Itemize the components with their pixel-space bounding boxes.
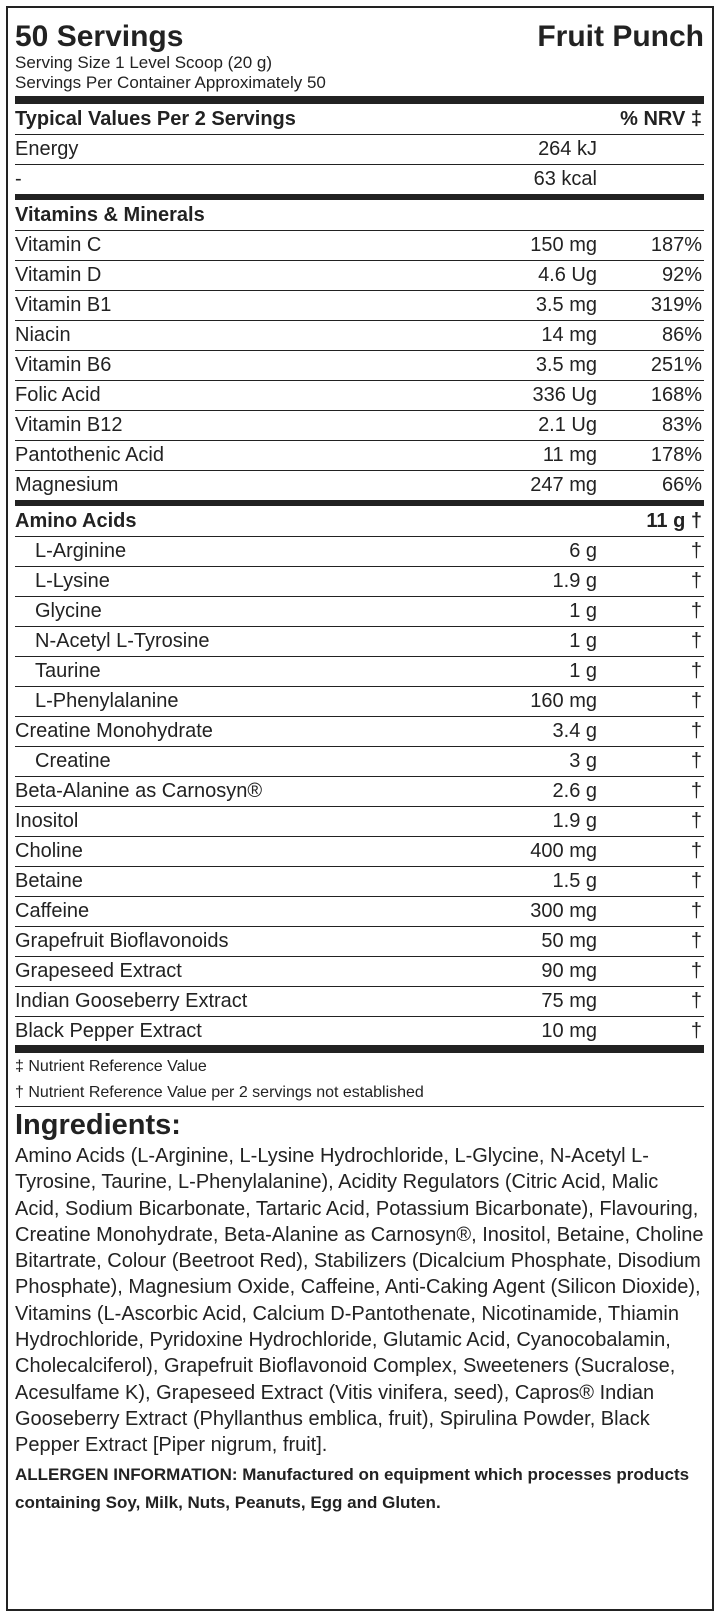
servings-count: 50 Servings (15, 20, 184, 53)
nutrient-nrv: † (690, 600, 702, 622)
other-rows (15, 537, 704, 1046)
vitamin-row (15, 351, 704, 381)
vitamin-rows (15, 231, 704, 500)
nutrient-nrv: 83% (661, 414, 702, 436)
energy-row (15, 135, 704, 165)
nutrient-name: L-Lysine (35, 570, 110, 592)
nutrient-nrv: † (690, 840, 702, 862)
nutrient-name: Magnesium (15, 474, 119, 496)
nutrient-amount: 1 g (569, 600, 597, 622)
nutrient-nrv: † (690, 870, 702, 892)
amino-row (15, 627, 704, 657)
vitamin-row (15, 291, 704, 321)
nutrient-name: Caffeine (15, 900, 90, 922)
nutrient-name: Vitamin D (15, 264, 102, 286)
amino-row (15, 1017, 704, 1046)
nutrient-amount: 1.9 g (552, 570, 597, 592)
table-head-label: Typical Values Per 2 Servings (15, 108, 296, 130)
serving-size: Serving Size 1 Level Scoop (20 g) (15, 53, 273, 72)
nutrient-name: Betaine (15, 870, 83, 892)
nutrient-nrv: † (690, 570, 702, 592)
nutrient-amount: 2.1 Ug (538, 414, 597, 436)
nutrient-amount: 2.6 g (552, 780, 597, 802)
vitamin-row (15, 261, 704, 291)
nutrient-nrv: 178% (650, 444, 702, 466)
nutrient-nrv: 168% (650, 384, 702, 406)
nutrient-amount: 3.5 mg (535, 294, 597, 316)
footnote-nrv: ‡ Nutrient Reference Value (15, 1058, 207, 1075)
nutrient-name: L-Phenylalanine (35, 690, 179, 712)
nutrient-name: Grapefruit Bioflavonoids (15, 930, 229, 952)
divider-thick (15, 96, 704, 104)
nutrient-nrv: † (690, 540, 702, 562)
vitamin-row (15, 231, 704, 261)
nutrient-amount: 90 mg (541, 960, 597, 982)
amino-row (15, 597, 704, 627)
amino-row (15, 957, 704, 987)
nutrient-amount: 50 mg (541, 930, 597, 952)
nutrient-nrv: 319% (650, 294, 702, 316)
nutrient-amount: 4.6 Ug (538, 264, 597, 286)
nutrient-amount: 160 mg (530, 690, 597, 712)
nutrient-nrv: † (690, 630, 702, 652)
nutrient-amount: 75 mg (541, 990, 597, 1012)
nutrient-nrv: 66% (661, 474, 702, 496)
amino-row (15, 687, 704, 717)
nutrient-name: - (15, 168, 22, 190)
energy-rows (15, 135, 704, 194)
nutrient-nrv: † (690, 780, 702, 802)
nutrient-nrv: † (690, 930, 702, 952)
nutrient-name: N-Acetyl L-Tyrosine (35, 630, 210, 652)
nutrient-name: Vitamin B1 (15, 294, 112, 316)
vitamin-row (15, 381, 704, 411)
nutrient-name: Beta-Alanine as Carnosyn® (15, 780, 263, 802)
nutrient-nrv: † (690, 660, 702, 682)
amino-row (15, 897, 704, 927)
nutrient-name: Choline (15, 840, 83, 862)
nutrient-name: Black Pepper Extract (15, 1020, 202, 1042)
nutrient-amount: 14 mg (541, 324, 597, 346)
nutrient-amount: 1.5 g (552, 870, 597, 892)
nutrient-amount: 300 mg (530, 900, 597, 922)
nutrient-nrv: † (690, 990, 702, 1012)
ingredients-text: Amino Acids (L-Arginine, L-Lysine Hydrochloride, L-Glycine, N-Acetyl L-Tyrosine, Taurine, L-Phenylalanine), Acidity Regulators (Citric Acid, Malic Acid, Sodium Bicarbonate, Tartaric Acid, Potassium Bicarbonate), Flavouring, Creatine Monohydrate, Beta-Alanine as Carnosyn®, Inositol, Betaine, Choline Bitartrate, Colour (Beetroot Red), Stabilizers (Dicalcium Phosphate, Disodium Phosphate), Magnesium Oxide, Caffeine, Anti-Caking Agent (Silicon Dioxide), Vitamins (L-Ascorbic Acid, Calcium D-Pantothenate, Nicotinamide, Thiamin Hydrochloride, Pyridoxine Hydrochloride, Glutamic Acid, Cyanocobalamin, Cholecalciferol), Grapefruit Bioflavonoid Complex, Sweeteners (Sucralose, Acesulfame K), Grapeseed Extract (Vitis vinifera, seed), Capros® Indian Gooseberry Extract (Phyllanthus emblica, fruit), Spirulina Powder, Black Pepper Extract [Piper nigrum, fruit]. (15, 1145, 704, 1457)
label-header (15, 21, 704, 53)
nutrient-nrv: 251% (650, 354, 702, 376)
vitamin-row (15, 411, 704, 441)
nutrient-name: Vitamin C (15, 234, 102, 256)
nutrient-name: Creatine (35, 750, 111, 772)
table-head (15, 104, 704, 135)
nutrient-amount: 63 kcal (533, 168, 597, 190)
nutrient-name: Taurine (35, 660, 101, 682)
nutrient-name: Inositol (15, 810, 79, 832)
ingredients-title: Ingredients: (15, 1109, 181, 1141)
amino-row (15, 747, 704, 777)
amino-head-label: Amino Acids (15, 510, 137, 532)
amino-row (15, 867, 704, 897)
vitamin-row (15, 441, 704, 471)
amino-head (15, 506, 704, 537)
nutrient-name: Folic Acid (15, 384, 101, 406)
nutrient-nrv: † (690, 810, 702, 832)
nutrient-name: Indian Gooseberry Extract (15, 990, 248, 1012)
nutrient-amount: 264 kJ (538, 138, 597, 160)
nutrient-amount: 150 mg (530, 234, 597, 256)
nutrient-amount: 1.9 g (552, 810, 597, 832)
nutrient-nrv: † (690, 750, 702, 772)
amino-row (15, 657, 704, 687)
allergen-information: ALLERGEN INFORMATION: Manufactured on equipment which processes products containing Soy, Milk, Nuts, Peanuts, Egg and Gluten. (15, 1464, 690, 1512)
nutrient-nrv: † (690, 960, 702, 982)
nutrient-name: Creatine Monohydrate (15, 720, 213, 742)
vitamin-row (15, 471, 704, 500)
table-head-nrv: % NRV ‡ (620, 108, 702, 130)
nutrient-name: Grapeseed Extract (15, 960, 182, 982)
nutrient-nrv: 92% (661, 264, 702, 286)
vitamins-head-label: Vitamins & Minerals (15, 204, 205, 226)
nutrient-name: Glycine (35, 600, 102, 622)
vitamins-head (15, 200, 704, 231)
nutrient-nrv: 187% (650, 234, 702, 256)
nutrient-name: Vitamin B6 (15, 354, 112, 376)
nutrient-amount: 6 g (569, 540, 597, 562)
amino-row (15, 837, 704, 867)
nutrient-name: L-Arginine (35, 540, 127, 562)
nutrient-amount: 3.4 g (552, 720, 597, 742)
servings-per-container: Servings Per Container Approximately 50 (15, 73, 326, 92)
nutrient-nrv: † (690, 1020, 702, 1042)
amino-row (15, 537, 704, 567)
nutrient-nrv: 86% (661, 324, 702, 346)
amino-row (15, 567, 704, 597)
nutrient-amount: 1 g (569, 660, 597, 682)
nutrient-name: Niacin (15, 324, 71, 346)
nutrient-amount: 247 mg (530, 474, 597, 496)
nutrient-amount: 336 Ug (532, 384, 597, 406)
amino-head-total: 11 g † (646, 510, 702, 532)
nutrient-name: Vitamin B12 (15, 414, 123, 436)
nutrient-amount: 400 mg (530, 840, 597, 862)
nutrient-amount: 10 mg (541, 1020, 597, 1042)
nutrient-name: Pantothenic Acid (15, 444, 164, 466)
nutrient-amount: 11 mg (542, 444, 597, 466)
amino-row (15, 717, 704, 747)
flavour-name: Fruit Punch (537, 20, 704, 53)
nutrition-label (6, 6, 714, 1611)
nutrient-nrv: † (690, 900, 702, 922)
divider-thick (15, 1045, 704, 1053)
energy-row (15, 165, 704, 194)
nutrient-nrv: † (690, 690, 702, 712)
label-inner (15, 8, 704, 1517)
nutrient-nrv: † (690, 720, 702, 742)
nutrient-name: Energy (15, 138, 79, 160)
vitamin-row (15, 321, 704, 351)
amino-row (15, 777, 704, 807)
nutrient-amount: 1 g (569, 630, 597, 652)
amino-row (15, 987, 704, 1017)
nutrient-amount: 3 g (569, 750, 597, 772)
footnote-not-established: † Nutrient Reference Value per 2 servings not established (15, 1084, 424, 1101)
amino-row (15, 807, 704, 837)
amino-row (15, 927, 704, 957)
nutrient-amount: 3.5 mg (535, 354, 597, 376)
